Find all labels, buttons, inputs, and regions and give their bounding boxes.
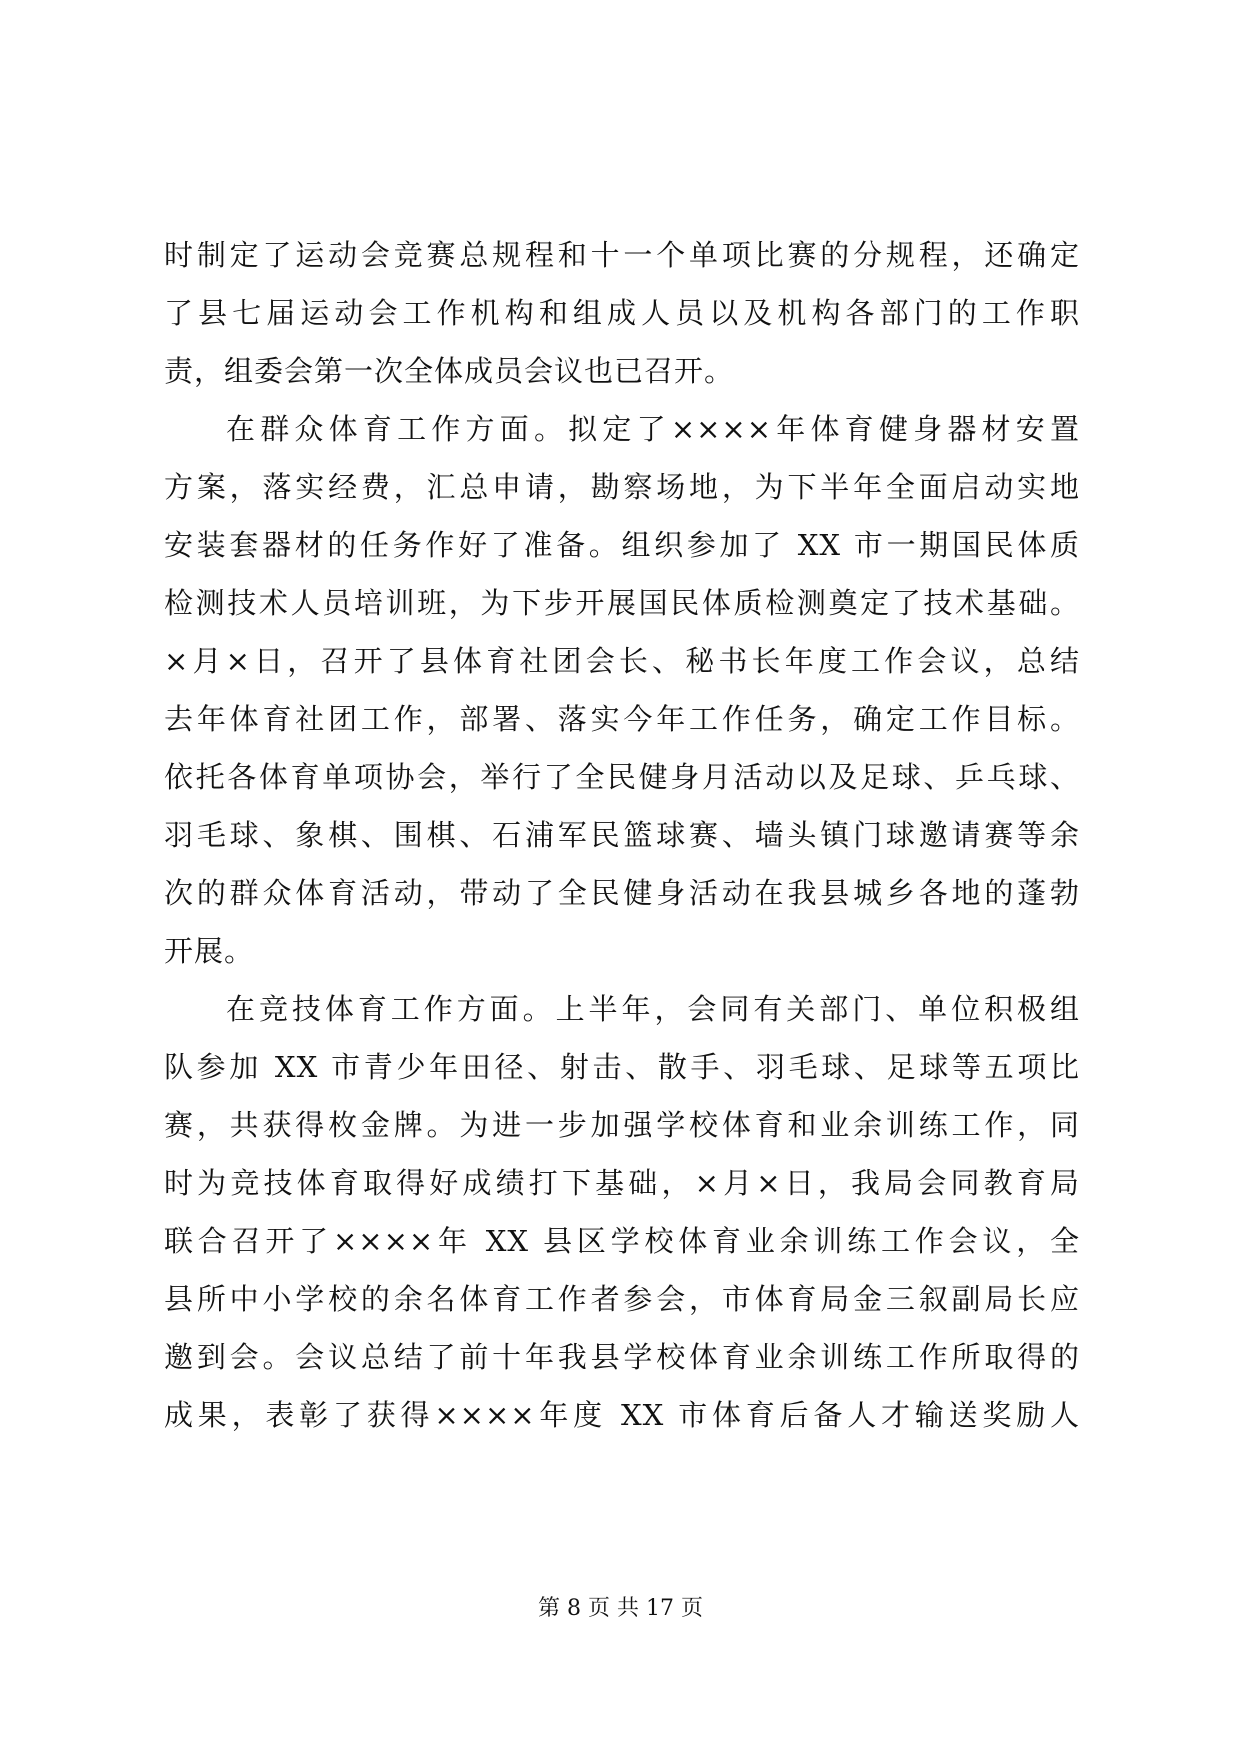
text-line: 县所中小学校的余名体育工作者参会，市体育局金三叙副局长应 [164,1282,1080,1316]
text-line: 开展。 [164,934,255,968]
text-line: 时制定了运动会竞赛总规程和十一个单项比赛的分规程，还确定 [164,238,1080,272]
text-line: 羽毛球、象棋、围棋、石浦军民篮球赛、墙头镇门球邀请赛等余 [164,818,1080,852]
text-line: 联合召开了××××年 XX 县区学校体育业余训练工作会议，全 [164,1224,1080,1258]
text-line: 去年体育社团工作，部署、落实今年工作任务，确定工作目标。 [164,702,1080,736]
text-line: 成果，表彰了获得××××年度 XX 市体育后备人才输送奖励人 [164,1398,1080,1432]
text-line: 检测技术人员培训班，为下步开展国民体质检测奠定了技术基础。 [164,586,1080,620]
text-line: 了县七届运动会工作机构和组成人员以及机构各部门的工作职 [164,296,1080,330]
text-line: 安装套器材的任务作好了准备。组织参加了 XX 市一期国民体质 [164,528,1080,562]
text-line: 在群众体育工作方面。拟定了××××年体育健身器材安置 [226,412,1080,446]
text-line: 方案，落实经费，汇总申请，勘察场地，为下半年全面启动实地 [164,470,1080,504]
text-line: 队参加 XX 市青少年田径、射击、散手、羽毛球、足球等五项比 [164,1050,1080,1084]
text-line: 邀到会。会议总结了前十年我县学校体育业余训练工作所取得的 [164,1340,1080,1374]
text-line: 赛，共获得枚金牌。为进一步加强学校体育和业余训练工作，同 [164,1108,1080,1142]
text-line: 时为竞技体育取得好成绩打下基础，×月×日，我局会同教育局 [164,1166,1080,1200]
document-body [164,226,1080,1444]
text-line: 在竞技体育工作方面。上半年，会同有关部门、单位积极组 [226,992,1080,1026]
text-line: ×月×日，召开了县体育社团会长、秘书长年度工作会议，总结 [164,644,1080,678]
page-number-footer: 第 8 页 共 17 页 [538,1596,703,1621]
text-line: 依托各体育单项协会，举行了全民健身月活动以及足球、乒乓球、 [164,760,1080,794]
text-line: 责，组委会第一次全体成员会议也已召开。 [164,354,735,388]
text-line: 次的群众体育活动，带动了全民健身活动在我县城乡各地的蓬勃 [164,876,1080,910]
